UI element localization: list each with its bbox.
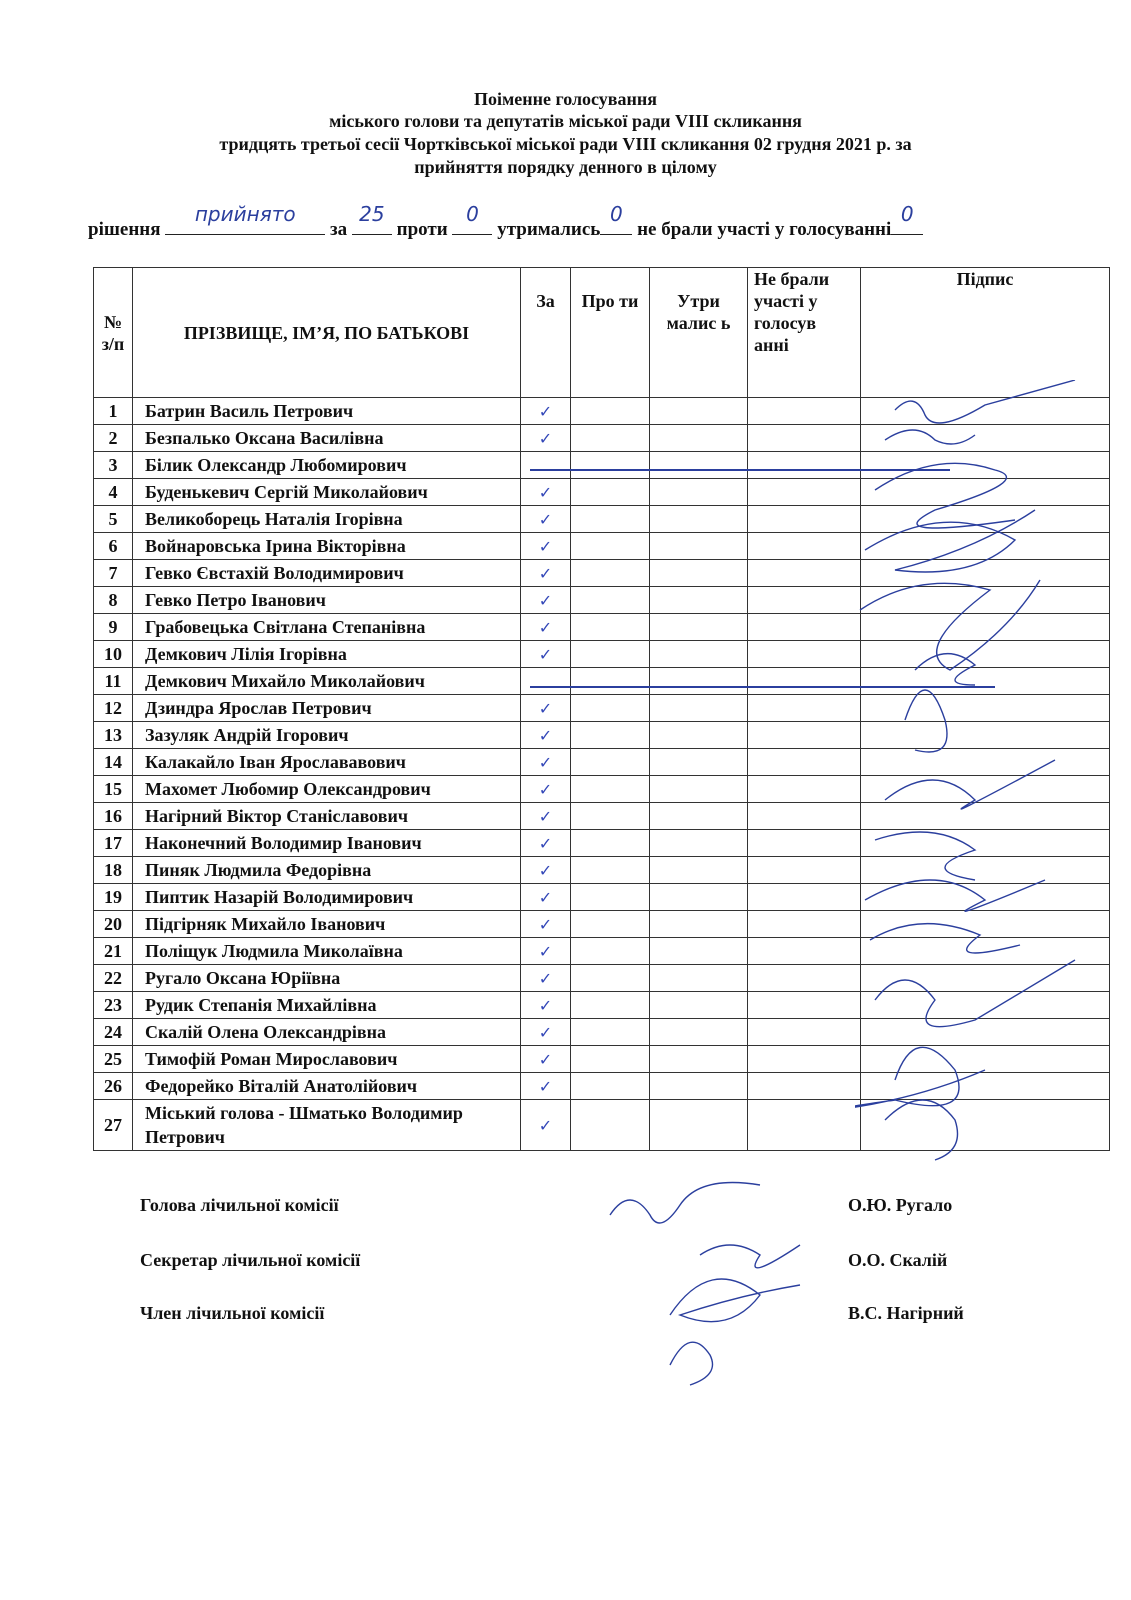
- row-utrymalys: [650, 965, 748, 992]
- row-number: 19: [94, 884, 133, 911]
- utrymalys-value: 0: [609, 202, 623, 226]
- row-proty: [571, 1073, 650, 1100]
- proty-label: проти: [396, 219, 448, 240]
- za-label: за: [330, 219, 348, 240]
- secretary-label: Секретар лічильної комісії: [140, 1250, 361, 1270]
- row-name: Демкович Лілія Ігорівна: [133, 641, 521, 668]
- row-utrymalys: [650, 830, 748, 857]
- row-name: Безпалько Оксана Василівна: [133, 425, 521, 452]
- check-icon: ✓: [538, 590, 553, 610]
- row-utrymalys: [650, 857, 748, 884]
- za-field: [352, 202, 392, 235]
- row-utrymalys: [650, 425, 748, 452]
- row-name: Рудик Степанія Михайлівна: [133, 992, 521, 1019]
- za-value: 25: [359, 202, 385, 226]
- utrymalys-label: утримались: [497, 219, 601, 240]
- row-utrymalys: [650, 938, 748, 965]
- row-za-check: [521, 533, 571, 560]
- decision-field: [165, 202, 325, 235]
- row-utrymalys: [650, 722, 748, 749]
- row-number: 12: [94, 695, 133, 722]
- row-ne-braly: [748, 911, 861, 938]
- row-za-check: [521, 722, 571, 749]
- row-name: Махомет Любомир Олександрович: [133, 776, 521, 803]
- decision-line: [88, 202, 923, 241]
- check-icon: ✓: [538, 428, 553, 448]
- ne-braly-field: [891, 202, 923, 235]
- row-name: Зазуляк Андрій Ігорович: [133, 722, 521, 749]
- row-ne-braly: [748, 1073, 861, 1100]
- row-ne-braly: [748, 452, 861, 479]
- row-za-check: [521, 1073, 571, 1100]
- row-ne-braly: [748, 668, 861, 695]
- check-icon: ✓: [538, 833, 553, 853]
- row-ne-braly: [748, 398, 861, 425]
- proty-value: 0: [466, 202, 479, 226]
- row-ne-braly: [748, 1019, 861, 1046]
- row-utrymalys: [650, 884, 748, 911]
- check-icon: ✓: [538, 968, 553, 988]
- row-number: 4: [94, 479, 133, 506]
- row-utrymalys: [650, 992, 748, 1019]
- row-za-check: [521, 641, 571, 668]
- check-icon: ✓: [538, 536, 553, 556]
- header-num: № з/п: [94, 268, 133, 398]
- row-ne-braly: [748, 992, 861, 1019]
- row-ne-braly: [748, 560, 861, 587]
- check-icon: ✓: [538, 1076, 553, 1096]
- row-ne-braly: [748, 857, 861, 884]
- row-number: 21: [94, 938, 133, 965]
- check-icon: ✓: [538, 482, 553, 502]
- table-header-row: [94, 268, 1110, 398]
- row-ne-braly: [748, 803, 861, 830]
- check-icon: ✓: [538, 563, 553, 583]
- row-number: 14: [94, 749, 133, 776]
- check-icon: ✓: [538, 509, 553, 529]
- check-icon: ✓: [538, 914, 553, 934]
- row-name: Нагірний Віктор Станіславович: [133, 803, 521, 830]
- row-number: 18: [94, 857, 133, 884]
- row-za-check: [521, 614, 571, 641]
- row-za-check: [521, 452, 571, 479]
- head-label: Голова лічильної комісії: [140, 1195, 339, 1215]
- row-number: 25: [94, 1046, 133, 1073]
- row-proty: [571, 884, 650, 911]
- committee-signatures-icon: [600, 1165, 820, 1395]
- header-proty: Про ти: [571, 268, 650, 398]
- row-ne-braly: [748, 830, 861, 857]
- row-name: Великоборець Наталія Ігорівна: [133, 506, 521, 533]
- member-name: В.С. Нагірний: [848, 1303, 964, 1323]
- row-utrymalys: [650, 560, 748, 587]
- row-za-check: [521, 938, 571, 965]
- row-number: 20: [94, 911, 133, 938]
- row-proty: [571, 857, 650, 884]
- row-number: 5: [94, 506, 133, 533]
- row-name: Білик Олександр Любомирович: [133, 452, 521, 479]
- row-utrymalys: [650, 1073, 748, 1100]
- row-name: Підгірняк Михайло Іванович: [133, 911, 521, 938]
- doc-agenda: прийняття порядку денного в цілому: [414, 157, 717, 177]
- row-number: 24: [94, 1019, 133, 1046]
- row-za-check: [521, 695, 571, 722]
- row-za-check: [521, 1100, 571, 1151]
- check-icon: ✓: [538, 725, 553, 745]
- row-za-check: [521, 398, 571, 425]
- row-za-check: [521, 587, 571, 614]
- row-utrymalys: [650, 668, 748, 695]
- row-utrymalys: [650, 479, 748, 506]
- decision-value: прийнято: [194, 202, 296, 226]
- row-ne-braly: [748, 965, 861, 992]
- row-utrymalys: [650, 1019, 748, 1046]
- row-name: Батрин Василь Петрович: [133, 398, 521, 425]
- row-za-check: [521, 965, 571, 992]
- row-number: 13: [94, 722, 133, 749]
- row-name: Гевко Петро Іванович: [133, 587, 521, 614]
- row-utrymalys: [650, 398, 748, 425]
- signatures-icon: [855, 380, 1085, 1170]
- row-utrymalys: [650, 695, 748, 722]
- row-za-check: [521, 749, 571, 776]
- check-icon: ✓: [538, 995, 553, 1015]
- row-utrymalys: [650, 533, 748, 560]
- row-za-check: [521, 479, 571, 506]
- row-za-check: [521, 884, 571, 911]
- row-utrymalys: [650, 803, 748, 830]
- row-proty: [571, 938, 650, 965]
- row-name: Федорейко Віталій Анатолійович: [133, 1073, 521, 1100]
- row-number: 7: [94, 560, 133, 587]
- doc-title: Поіменне голосування: [473, 89, 658, 109]
- row-ne-braly: [748, 722, 861, 749]
- row-proty: [571, 614, 650, 641]
- row-number: 26: [94, 1073, 133, 1100]
- row-utrymalys: [650, 1100, 748, 1151]
- header-za: За: [521, 268, 571, 398]
- row-proty: [571, 830, 650, 857]
- check-icon: ✓: [538, 887, 553, 907]
- row-utrymalys: [650, 1046, 748, 1073]
- row-ne-braly: [748, 1100, 861, 1151]
- row-number: 17: [94, 830, 133, 857]
- row-number: 22: [94, 965, 133, 992]
- row-number: 27: [94, 1100, 133, 1151]
- check-icon: ✓: [538, 644, 553, 664]
- row-proty: [571, 911, 650, 938]
- row-name: Скалій Олена Олександрівна: [133, 1019, 521, 1046]
- check-icon: ✓: [538, 1022, 553, 1042]
- row-ne-braly: [748, 587, 861, 614]
- row-proty: [571, 1019, 650, 1046]
- row-za-check: [521, 911, 571, 938]
- row-proty: [571, 587, 650, 614]
- row-ne-braly: [748, 506, 861, 533]
- row-proty: [571, 965, 650, 992]
- check-icon: ✓: [538, 860, 553, 880]
- row-name: Ругало Оксана Юріївна: [133, 965, 521, 992]
- check-icon: ✓: [538, 1115, 553, 1135]
- row-utrymalys: [650, 614, 748, 641]
- row-proty: [571, 641, 650, 668]
- row-proty: [571, 668, 650, 695]
- row-proty: [571, 479, 650, 506]
- row-proty: [571, 452, 650, 479]
- row-za-check: [521, 992, 571, 1019]
- utrymalys-field: [600, 202, 632, 235]
- row-proty: [571, 560, 650, 587]
- row-number: 3: [94, 452, 133, 479]
- row-za-check: [521, 830, 571, 857]
- row-name: Войнаровська Ірина Вікторівна: [133, 533, 521, 560]
- row-name: Буденькевич Сергій Миколайович: [133, 479, 521, 506]
- row-ne-braly: [748, 641, 861, 668]
- secretary-name: О.О. Скалій: [848, 1250, 948, 1270]
- row-proty: [571, 695, 650, 722]
- row-utrymalys: [650, 587, 748, 614]
- row-za-check: [521, 857, 571, 884]
- row-name: Дзиндра Ярослав Петрович: [133, 695, 521, 722]
- decision-label: рішення: [88, 219, 161, 240]
- row-number: 10: [94, 641, 133, 668]
- check-icon: ✓: [538, 617, 553, 637]
- row-utrymalys: [650, 641, 748, 668]
- check-icon: ✓: [538, 806, 553, 826]
- row-ne-braly: [748, 479, 861, 506]
- row-za-check: [521, 506, 571, 533]
- row-ne-braly: [748, 884, 861, 911]
- row-za-check: [521, 1019, 571, 1046]
- row-ne-braly: [748, 533, 861, 560]
- check-icon: ✓: [538, 1049, 553, 1069]
- head-name: О.Ю. Ругало: [848, 1195, 953, 1215]
- row-name: Демкович Михайло Миколайович: [133, 668, 521, 695]
- header-utrymalys: Утри малис ь: [650, 268, 748, 398]
- check-icon: ✓: [538, 941, 553, 961]
- check-icon: ✓: [538, 779, 553, 799]
- row-number: 9: [94, 614, 133, 641]
- row-name: Грабовецька Світлана Степанівна: [133, 614, 521, 641]
- row-ne-braly: [748, 749, 861, 776]
- row-name: Тимофій Роман Мирославович: [133, 1046, 521, 1073]
- row-za-check: [521, 425, 571, 452]
- row-number: 8: [94, 587, 133, 614]
- row-utrymalys: [650, 749, 748, 776]
- doc-subtitle: міського голови та депутатів міської ради VIII скликання: [329, 111, 802, 131]
- row-utrymalys: [650, 452, 748, 479]
- row-proty: [571, 722, 650, 749]
- row-proty: [571, 1100, 650, 1151]
- row-za-check: [521, 668, 571, 695]
- row-proty: [571, 992, 650, 1019]
- row-name: Пиняк Людмила Федорівна: [133, 857, 521, 884]
- row-za-check: [521, 560, 571, 587]
- row-ne-braly: [748, 1046, 861, 1073]
- header-name: ПРІЗВИЩЕ, ІМ’Я, ПО БАТЬКОВІ: [133, 268, 521, 398]
- row-za-check: [521, 776, 571, 803]
- row-number: 6: [94, 533, 133, 560]
- check-icon: ✓: [538, 698, 553, 718]
- row-proty: [571, 425, 650, 452]
- header-signature: Підпис: [861, 268, 1110, 398]
- ne-braly-value: 0: [900, 202, 914, 226]
- row-proty: [571, 533, 650, 560]
- row-ne-braly: [748, 776, 861, 803]
- row-utrymalys: [650, 776, 748, 803]
- check-icon: ✓: [538, 752, 553, 772]
- row-ne-braly: [748, 425, 861, 452]
- row-proty: [571, 803, 650, 830]
- row-proty: [571, 398, 650, 425]
- row-za-check: [521, 1046, 571, 1073]
- row-za-check: [521, 803, 571, 830]
- row-name: Гевко Євстахій Володимирович: [133, 560, 521, 587]
- row-utrymalys: [650, 911, 748, 938]
- row-proty: [571, 776, 650, 803]
- row-number: 11: [94, 668, 133, 695]
- row-number: 15: [94, 776, 133, 803]
- proty-field: [452, 202, 492, 235]
- row-name: Поліщук Людмила Миколаївна: [133, 938, 521, 965]
- row-number: 16: [94, 803, 133, 830]
- row-name: Наконечний Володимир Іванович: [133, 830, 521, 857]
- check-icon: ✓: [538, 401, 553, 421]
- row-number: 1: [94, 398, 133, 425]
- row-proty: [571, 506, 650, 533]
- ne-braly-label: не брали участі у голосуванні: [637, 219, 892, 240]
- row-name: Міський голова - Шматько Володимир Петрович: [133, 1100, 521, 1151]
- row-name: Калакайло Іван Ярослававович: [133, 749, 521, 776]
- member-label: Член лічильної комісії: [140, 1303, 325, 1323]
- row-utrymalys: [650, 506, 748, 533]
- row-ne-braly: [748, 614, 861, 641]
- row-ne-braly: [748, 938, 861, 965]
- row-proty: [571, 749, 650, 776]
- row-number: 2: [94, 425, 133, 452]
- row-number: 23: [94, 992, 133, 1019]
- header-ne-braly: Не брали участі у голосув анні: [748, 268, 861, 398]
- row-name: Пиптик Назарій Володимирович: [133, 884, 521, 911]
- doc-session: тридцять третьої сесії Чортківської міської ради VIII скликання 02 грудня 2021 р. за: [219, 134, 912, 154]
- row-proty: [571, 1046, 650, 1073]
- row-ne-braly: [748, 695, 861, 722]
